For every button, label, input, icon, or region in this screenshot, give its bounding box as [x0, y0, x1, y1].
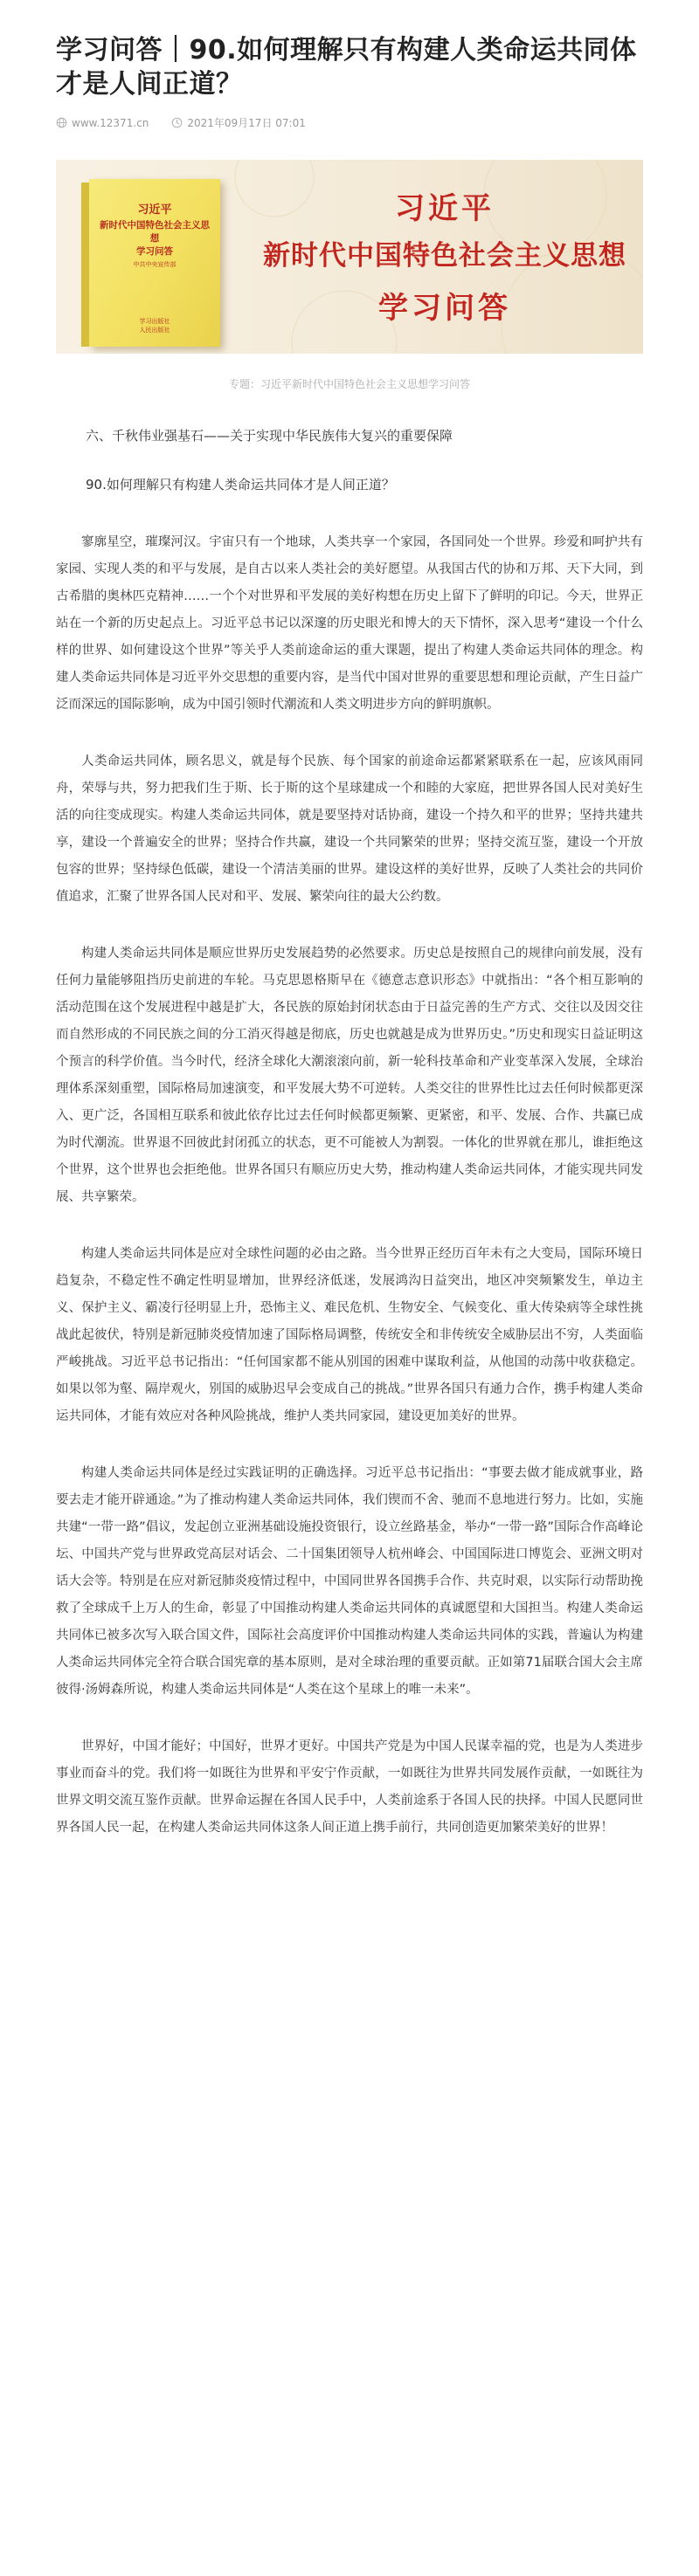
book-subtitle: 中共中央宣传部: [133, 261, 176, 268]
datetime-item: [171, 115, 305, 130]
book-title-line1: 新时代中国特色社会主义思想: [100, 220, 210, 244]
body-paragraph: 构建人类命运共同体是经过实践证明的正确选择。习近平总书记指出：“事要去做才能成就事业，路要去走才能开辟通途。”为了推动构建人类命运共同体，我们锲而不舍、驰而不息地进行努力。比如，实施共建“一带一路”倡议，发起创立亚洲基础设施投资银行，设立丝路基金，举办“一带一路”国际合作高峰论坛、中国共产党与世界政党高层对话会、二十国集团领导人杭州峰会、中国国际进口博览会、亚洲文明对话大会等。特别是在应对新冠肺炎疫情过程中，中国同世界各国携手合作、共克时艰，以实际行动帮助挽救了全球成千上万人的生命，彰显了中国推动构建人类命运共同体的真诚愿望和大国担当。构建人类命运共同体已被多次写入联合国文件，国际社会高度评价中国推动构建人类命运共同体的实践，普遍认为构建人类命运共同体完全符合联合国宪章的基本原则，是对全球治理的重要贡献。正如第71届联合国大会主席彼得·汤姆森所说，构建人类命运共同体是“人类在这个星球上的唯一未来”。: [56, 1466, 643, 1697]
banner-title: 新时代中国特色社会主义思想: [263, 240, 626, 272]
book-spine: [81, 183, 89, 347]
section-heading: 六、千秋伟业强基石——关于实现中华民族伟大复兴的重要保障: [86, 428, 453, 444]
banner-author: 习近平: [395, 191, 495, 226]
book-title: [96, 219, 213, 258]
topic-banner[interactable]: [56, 160, 643, 354]
book-publisher-line1: 学习出版社: [139, 318, 170, 325]
book-cover-image: [89, 179, 220, 347]
article-meta: [56, 115, 643, 130]
book-publisher-line2: 人民出版社: [139, 327, 170, 334]
body-paragraph: 寥廓星空，璀璨河汉。宇宙只有一个地球，人类共享一个家园，各国同处一个世界。珍爱和呵护共有家园、实现人类的和平与发展，是自古以来人类社会的美好愿望。从我国古代的协和万邦、天下大同，到古希腊的奥林匹克精神……一个个对世界和平发展的美好构想在历史上留下了鲜明的印记。今天，世界正站在一个新的历史起点上。习近平总书记以深邃的历史眼光和博大的天下情怀，深入思考“建设一个什么样的世界、如何建设这个世界”等关乎人类前途命运的重大课题，提出了构建人类命运共同体的理念。构建人类命运共同体是习近平外交思想的重要内容，是当代中国对世界的重要思想和理论贡献，产生日益广泛而深远的国际影响，成为中国引领时代潮流和人类文明进步方向的鲜明旗帜。: [56, 535, 643, 712]
body-paragraph: 世界好，中国才能好；中国好，世界才更好。中国共产党是为中国人民谋幸福的党，也是为人类进步事业而奋斗的党。我们将一如既往为世界和平安宁作贡献，一如既往为世界共同发展作贡献，一如既往为世界文明交流互鉴作贡献。世界命运握在各国人民手中，人类前途系于各国人民的抉择。中国人民愿同世界各国人民一起，在构建人类命运共同体这条人间正道上携手前行，共同创造更加繁荣美好的世界！: [56, 1739, 643, 1835]
body-paragraph: 人类命运共同体，顾名思义，就是每个民族、每个国家的前途命运都紧紧联系在一起，应该风雨同舟，荣辱与共，努力把我们生于斯、长于斯的这个星球建成一个和睦的大家庭，把世界各国人民对美好生活的向往变成现实。构建人类命运共同体，就是要坚持对话协商，建设一个持久和平的世界；坚持共建共享，建设一个普遍安全的世界；坚持合作共赢，建设一个共同繁荣的世界；坚持交流互鉴，建设一个开放包容的世界；坚持绿色低碳，建设一个清洁美丽的世界。建设这样的美好世界，反映了人类社会的共同价值追求，汇聚了世界各国人民对和平、发展、繁荣向往的最大公约数。: [56, 754, 643, 904]
article-datetime: 2021年09月17日 07:01: [187, 117, 306, 129]
body-paragraph: 构建人类命运共同体是顺应世界历史发展趋势的必然要求。历史总是按照自己的规律向前发展，没有任何力量能够阻挡历史前进的车轮。马克思恩格斯早在《德意志意识形态》中就指出：“各个相互影响的活动范围在这个发展进程中越是扩大，各民族的原始封闭状态由于日益完善的生产方式、交往以及因交往而自然形成的不同民族之间的分工消灭得越是彻底，历史也就越是成为世界历史。”历史和现实日益证明这个预言的科学价值。当今时代，经济全球化大潮滚滚向前，新一轮科技革命和产业变革深入发展，全球治理体系深刻重塑，国际格局加速演变，和平发展大势不可逆转。人类交往的世界性比过去任何时候都更深入、更广泛，各国相互联系和彼此依存比过去任何时候都更频繁、更紧密，和平、发展、合作、共赢已成为时代潮流。世界退不回彼此封闭孤立的状态，更不可能被人为割裂。一体化的世界就在那儿，谁拒绝这个世界，这个世界也会拒绝他。世界各国只有顺应历史大势，推动构建人类命运共同体，才能实现共同发展、共享繁荣。: [56, 947, 643, 1204]
banner-subtitle: 学习问答: [378, 291, 511, 326]
book-title-line2: 学习问答: [136, 246, 173, 257]
globe-icon: [56, 117, 67, 128]
book-publisher: [89, 317, 220, 334]
question-heading: 90.如何理解只有构建人类命运共同体才是人间正道？: [86, 477, 395, 492]
body-paragraph: 构建人类命运共同体是应对全球性问题的必由之路。当今世界正经历百年未有之大变局，国际环境日趋复杂，不稳定性不确定性明显增加，世界经济低迷，发展鸿沟日益突出，地区冲突频繁发生，单边主义、保护主义、霸凌行径明显上升，恐怖主义、难民危机、生物安全、气候变化、重大传染病等全球性挑战此起彼伏，特别是新冠肺炎疫情加速了国际格局调整，传统安全和非传统安全威胁层出不穷，人类面临严峻挑战。习近平总书记指出：“任何国家都不能从别国的困难中谋取利益，从他国的动荡中收获稳定。如果以邻为壑、隔岸观火，别国的威胁迟早会变成自己的挑战。”世界各国只有通力合作，携手构建人类命运共同体，才能有效应对各种风险挑战，维护人类共同家园，建设更加美好的世界。: [56, 1247, 643, 1423]
source-item[interactable]: [56, 117, 149, 129]
article-source: www.12371.cn: [72, 116, 149, 129]
clock-icon: [171, 117, 183, 128]
article-title: 学习问答｜90.如何理解只有构建人类命运共同体才是人间正道？: [56, 35, 637, 100]
banner-caption[interactable]: 专题：习近平新时代中国特色社会主义思想学习问答: [228, 378, 470, 390]
book-author: 习近平: [137, 203, 172, 217]
